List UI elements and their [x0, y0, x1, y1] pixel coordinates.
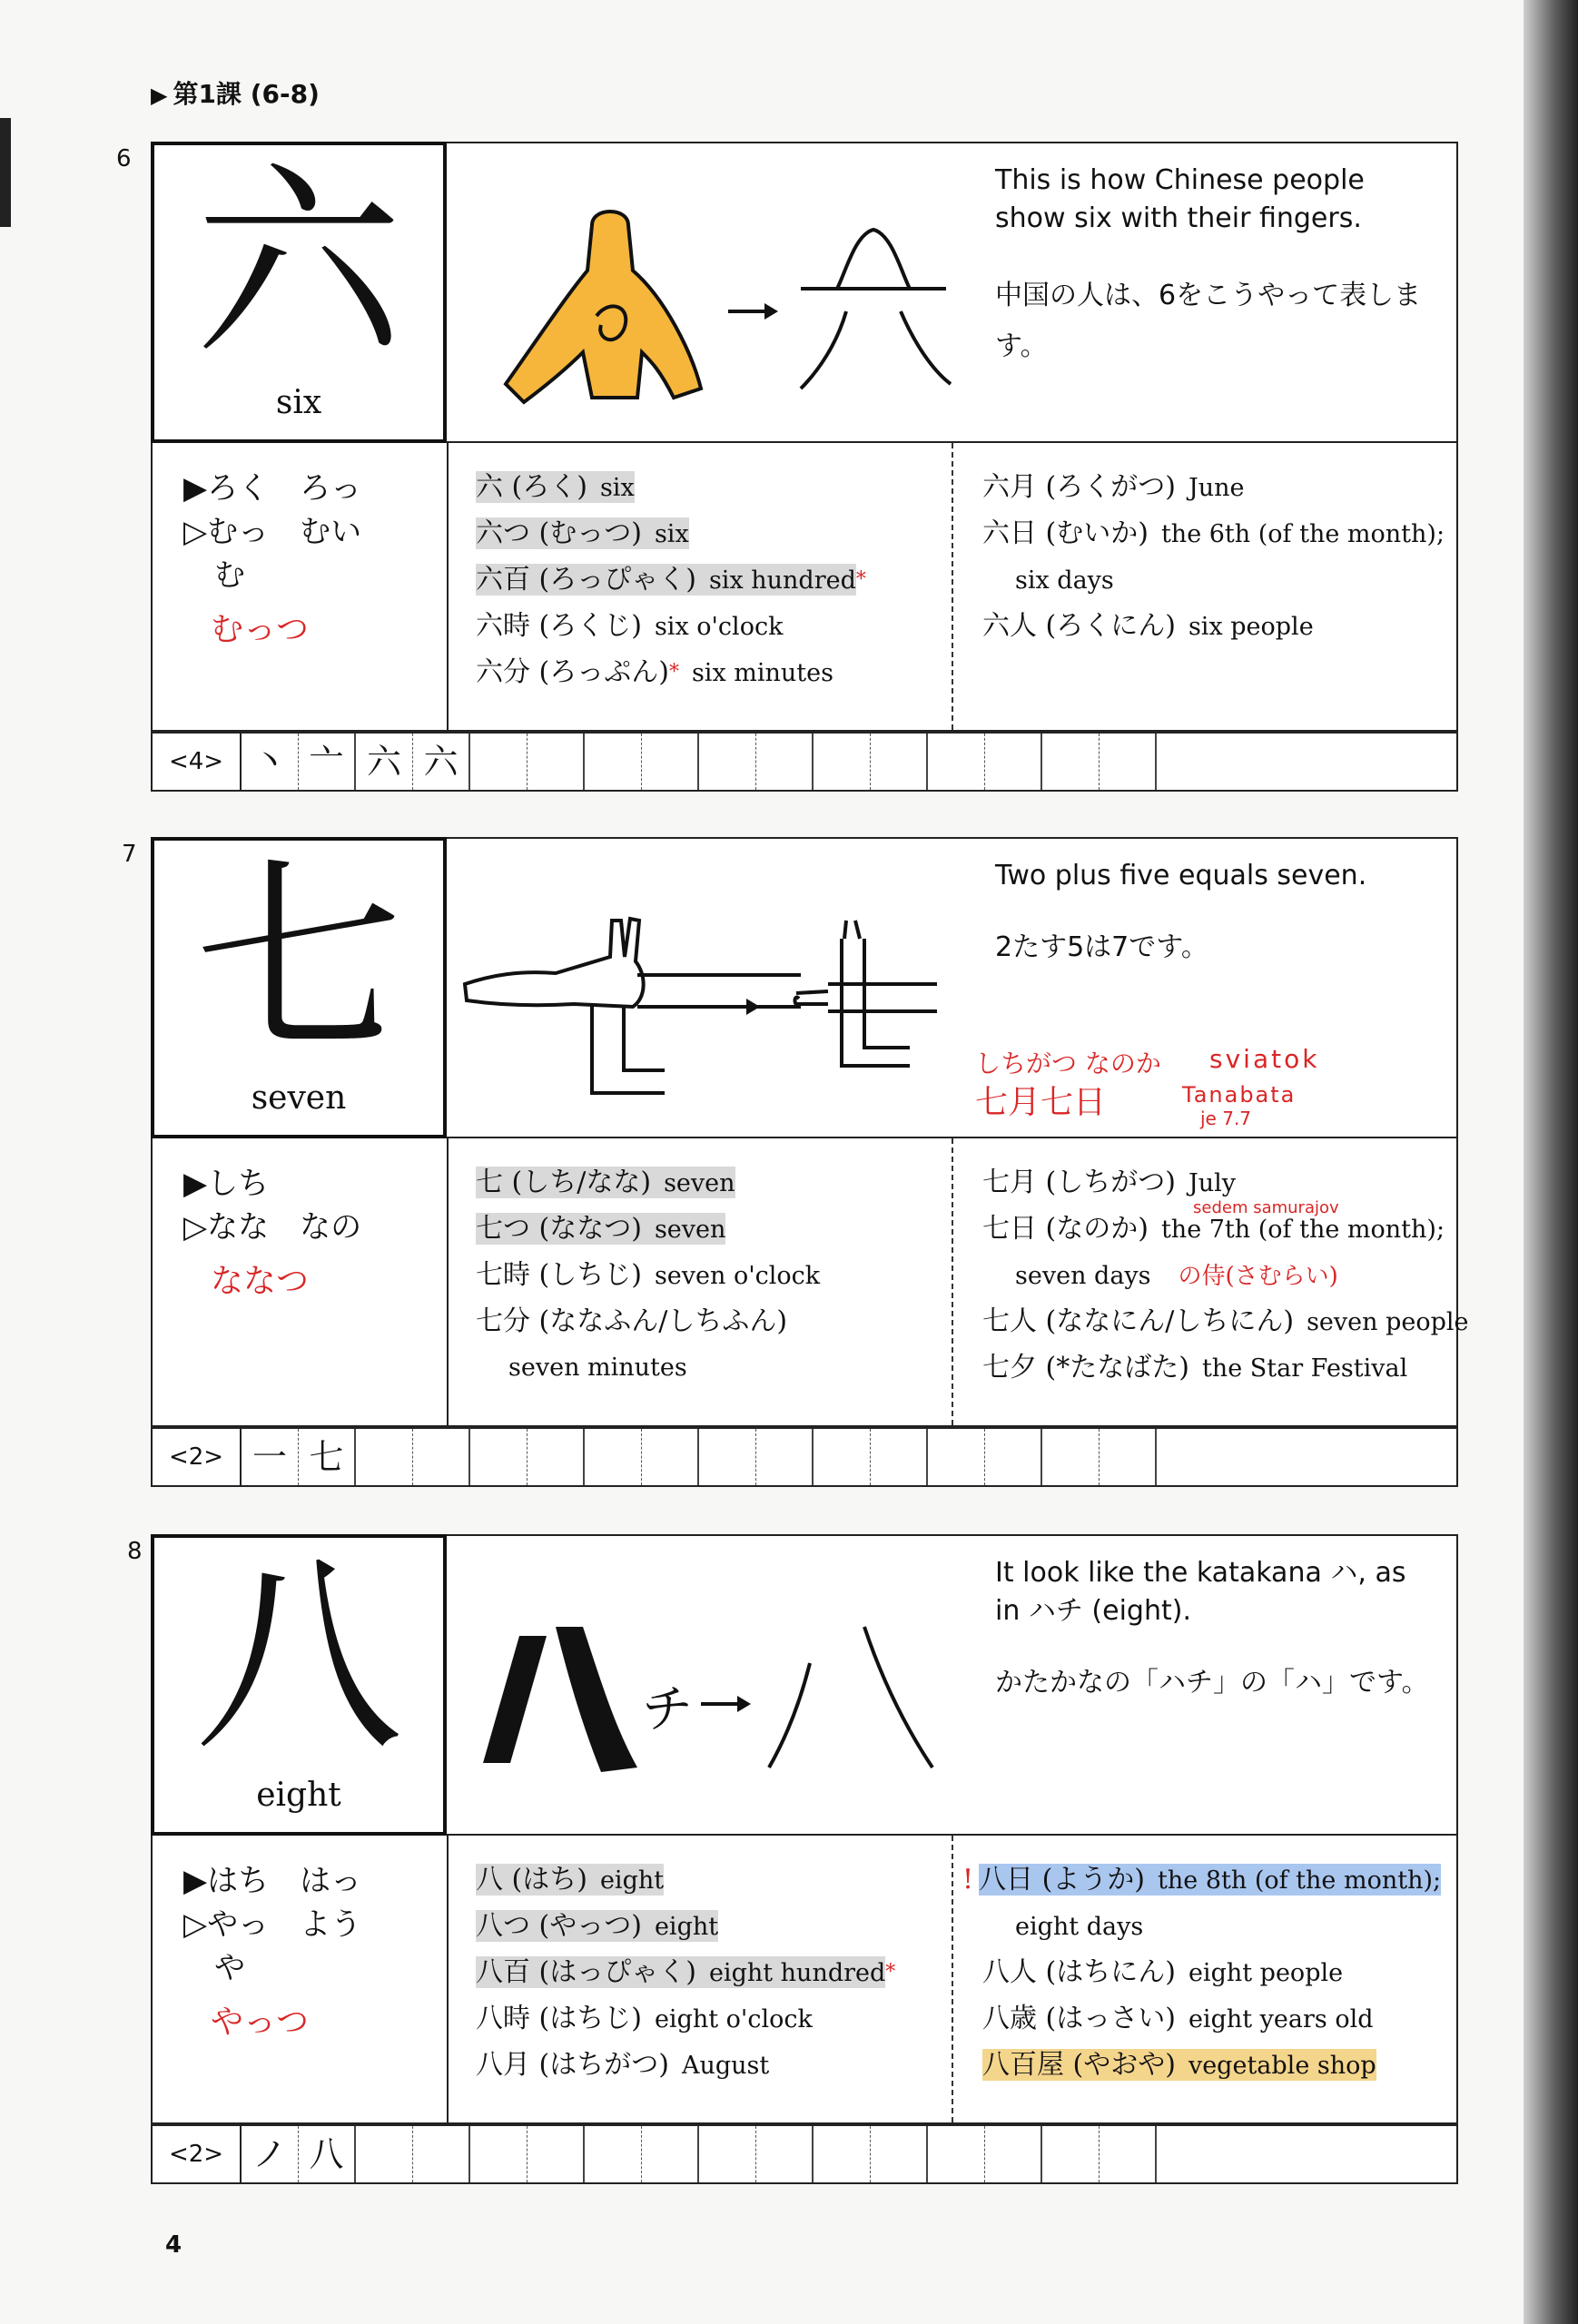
lesson-header	[151, 74, 320, 111]
practice-cell	[699, 1429, 756, 1485]
practice-cell	[1042, 734, 1100, 790]
page-edge-shadow	[1524, 0, 1578, 2324]
vocab-item: 六つ (むっつ) six	[476, 517, 689, 549]
binding-mark	[0, 118, 11, 227]
vocab-column-right	[953, 443, 1458, 730]
reading-kun-extra: む	[214, 557, 245, 594]
handwritten-note: sedem samurajov	[1193, 1198, 1339, 1217]
readings-column	[153, 1836, 449, 2122]
practice-cell	[1100, 734, 1157, 790]
practice-cell	[1100, 1429, 1157, 1485]
vocab-item: ! 八日 (ようか) the 8th (of the month);	[962, 1864, 1442, 1896]
vocab-item: 七日 (なのか) the 7th (of the month);	[982, 1213, 1445, 1245]
entry-number: 8	[127, 1538, 143, 1565]
reading-on: ▶ろく ろっ	[183, 470, 362, 507]
practice-cell	[814, 2126, 871, 2182]
practice-cell	[470, 1429, 528, 1485]
practice-cell	[814, 1429, 871, 1485]
practice-space	[1157, 2126, 1456, 2182]
usage-panel	[151, 443, 1458, 732]
vocab-item: 八百 (はっぴゃく) eight hundred*	[476, 1956, 896, 1988]
practice-cell	[585, 1429, 642, 1485]
svg-text:チ: チ	[642, 1680, 693, 1739]
explanation-jp: 2たす5は7です。	[995, 931, 1208, 963]
readings-column	[153, 443, 449, 730]
practice-cell	[871, 1429, 928, 1485]
explanation-panel	[447, 142, 1458, 443]
handwritten-note: やっつ	[211, 2004, 310, 2041]
reading-kun-extra: や	[214, 1950, 245, 1986]
stroke-order-row	[151, 2124, 1458, 2184]
vocab-item-sub: eight days	[1015, 1913, 1144, 1941]
stroke-step: 六	[356, 734, 413, 790]
stroke-step: 亠	[299, 734, 356, 790]
stroke-step: ノ	[242, 2126, 299, 2182]
vocab-item: 七月 (しちがつ) July	[982, 1167, 1237, 1198]
practice-cell	[356, 2126, 413, 2182]
reading-kun: ▷むっ むい	[183, 514, 362, 550]
vocab-item: 七分 (ななふん/しちふん)	[476, 1305, 788, 1337]
practice-cell	[871, 734, 928, 790]
practice-space	[1157, 1429, 1456, 1485]
practice-space	[1157, 734, 1456, 790]
stroke-order-row	[151, 1427, 1458, 1487]
vocab-item: 七時 (しちじ) seven o'clock	[476, 1259, 821, 1291]
entry-number: 7	[122, 841, 137, 868]
practice-cell	[642, 2126, 699, 2182]
vocab-item: 八歳 (はっさい) eight years old	[982, 2003, 1374, 2034]
explanation-text	[995, 857, 1431, 973]
star-icon: *	[668, 661, 679, 684]
vocab-item: 八人 (はちにん) eight people	[982, 1956, 1344, 1988]
entry-number: 6	[116, 145, 132, 172]
vocab-item: 八 (はち) eight	[476, 1864, 665, 1896]
explanation-jp: 中国の人は、6をこうやって表します。	[995, 280, 1422, 362]
hand-illustration	[456, 848, 982, 1129]
handwritten-note: Tanabata	[1182, 1082, 1297, 1108]
practice-cell	[585, 734, 642, 790]
practice-cell	[1042, 2126, 1100, 2182]
stroke-step: 六	[413, 734, 470, 790]
vocab-column-left	[449, 443, 953, 730]
practice-cell	[470, 734, 528, 790]
handwritten-note: むっつ	[211, 611, 310, 648]
explanation-text	[995, 1554, 1431, 1709]
practice-cell	[756, 1429, 814, 1485]
finger-illustration	[456, 153, 982, 434]
explanation-panel	[447, 1534, 1458, 1836]
usage-panel	[151, 1836, 1458, 2124]
vocab-item: 八時 (はちじ) eight o'clock	[476, 2003, 813, 2034]
vocab-item: 六日 (むいか) the 6th (of the month);	[982, 517, 1445, 549]
explanation-panel	[447, 837, 1458, 1138]
practice-cell	[699, 2126, 756, 2182]
vocab-item: 七 (しち/なな) seven	[476, 1167, 735, 1198]
vocab-item: 七人 (ななにん/しちにん) seven people	[982, 1305, 1469, 1337]
practice-cell	[470, 2126, 528, 2182]
kanji-box	[151, 142, 447, 443]
handwritten-note: 七月七日	[975, 1084, 1107, 1121]
kanji-box	[151, 837, 447, 1138]
handwritten-note: je 7.7	[1200, 1108, 1252, 1129]
exclamation-mark: !	[962, 1864, 974, 1896]
katakana-illustration	[456, 1545, 982, 1827]
star-icon: *	[885, 1961, 896, 1984]
practice-cell	[756, 734, 814, 790]
vocab-item-sub: six days	[1015, 566, 1114, 595]
practice-cell	[871, 2126, 928, 2182]
stroke-count: <2>	[153, 1429, 242, 1485]
stroke-count: <2>	[153, 2126, 242, 2182]
kanji-character: 七	[193, 840, 403, 1082]
vocab-item: 八百屋 (やおや) vegetable shop	[982, 2049, 1376, 2081]
reading-kun: ▷やっ よう	[183, 1906, 362, 1943]
handwritten-note: ななつ	[211, 1263, 310, 1300]
page-number: 4	[165, 2231, 182, 2259]
handwritten-note: sviatok	[1209, 1044, 1320, 1074]
practice-cell	[1100, 2126, 1157, 2182]
practice-cell	[756, 2126, 814, 2182]
practice-cell	[699, 734, 756, 790]
kanji-box	[151, 1534, 447, 1836]
explanation-en: This is how Chinese people show six with their fingers.	[995, 164, 1365, 234]
stroke-step: 七	[299, 1429, 356, 1485]
reading-on: ▶しち	[183, 1166, 270, 1202]
vocab-column-left	[449, 1836, 953, 2122]
vocab-item: 六月 (ろくがつ) June	[982, 471, 1245, 503]
practice-cell	[985, 1429, 1042, 1485]
kanji-meaning: six	[275, 384, 322, 421]
kanji-meaning: seven	[251, 1079, 347, 1117]
practice-cell	[528, 1429, 585, 1485]
explanation-en: Two plus five equals seven.	[995, 860, 1367, 891]
stroke-step: 丶	[242, 734, 299, 790]
vocab-column-left	[449, 1138, 953, 1425]
vocab-item: 六分 (ろっぷん)* six minutes	[476, 656, 833, 688]
vocab-item: 八つ (やっつ) eight	[476, 1910, 719, 1942]
practice-cell	[356, 1429, 413, 1485]
star-icon: *	[855, 568, 866, 591]
explanation-en: It look like the katakana ハ, as in ハチ (eight).	[995, 1557, 1406, 1627]
vocab-item: 六 (ろく) six	[476, 471, 635, 503]
practice-cell	[814, 734, 871, 790]
readings-column	[153, 1138, 449, 1425]
practice-cell	[985, 2126, 1042, 2182]
practice-cell	[642, 1429, 699, 1485]
stroke-order-row	[151, 732, 1458, 792]
vocab-item: 六時 (ろくじ) six o'clock	[476, 610, 784, 642]
reading-kun: ▷なな なの	[183, 1209, 362, 1246]
vocab-item-sub: seven days の侍(さむらい)	[1015, 1262, 1338, 1290]
handwritten-note: しちがつ なのか	[975, 1049, 1161, 1078]
vocab-item: 七つ (ななつ) seven	[476, 1213, 726, 1245]
kanji-character: 八	[193, 1537, 403, 1779]
vocab-column-right	[953, 1138, 1469, 1425]
practice-cell	[928, 1429, 985, 1485]
practice-cell	[528, 734, 585, 790]
explanation-text	[995, 162, 1431, 372]
kanji-meaning: eight	[256, 1777, 341, 1814]
practice-cell	[413, 2126, 470, 2182]
vocab-column-right	[953, 1836, 1458, 2122]
practice-cell	[528, 2126, 585, 2182]
stroke-step: 八	[299, 2126, 356, 2182]
practice-cell	[985, 734, 1042, 790]
usage-panel	[151, 1138, 1469, 1427]
kanji-character: 六	[193, 144, 403, 387]
vocab-item: 六百 (ろっぴゃく) six hundred*	[476, 564, 866, 596]
practice-cell	[1042, 1429, 1100, 1485]
practice-cell	[585, 2126, 642, 2182]
vocab-item: 七夕 (*たなばた) the Star Festival	[982, 1352, 1408, 1384]
vocab-item: 八月 (はちがつ) August	[476, 2049, 770, 2081]
explanation-jp: かたかなの「ハチ」の「ハ」です。	[995, 1667, 1429, 1699]
practice-cell	[928, 734, 985, 790]
reading-on: ▶はち はっ	[183, 1863, 362, 1899]
stroke-count: <4>	[153, 734, 242, 790]
stroke-step: 一	[242, 1429, 299, 1485]
vocab-item-sub: seven minutes	[508, 1354, 687, 1382]
vocab-item: 六人 (ろくにん) six people	[982, 610, 1314, 642]
practice-cell	[928, 2126, 985, 2182]
triangle-icon: ▶	[151, 83, 168, 108]
practice-cell	[642, 734, 699, 790]
lesson-title: 第1課 (6-8)	[173, 79, 320, 109]
practice-cell	[413, 1429, 470, 1485]
handwritten-note: の侍(さむらい)	[1178, 1263, 1338, 1290]
